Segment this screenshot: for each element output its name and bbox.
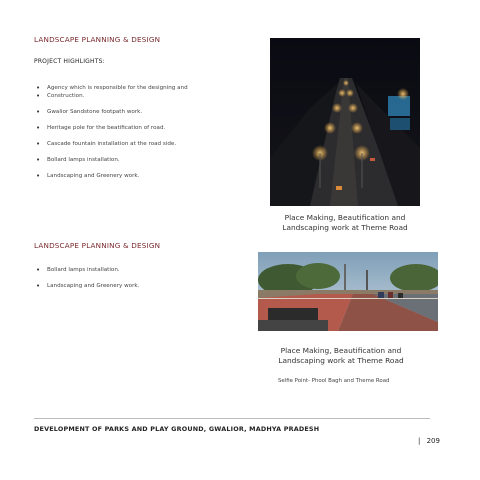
caption-line: Place Making, Beautification and [284,213,406,222]
section-title: LANDSCAPE PLANNING & DESIGN [34,35,161,44]
footer-divider [34,418,430,419]
highlights-list [34,84,234,180]
page-number [418,437,440,445]
night-road-photo [270,38,420,206]
page-separator: | [418,437,421,445]
project-highlights-heading: PROJECT HIGHLIGHTS: [34,58,105,65]
photo1-caption [270,213,420,233]
footer-title: DEVELOPMENT OF PARKS AND PLAY GROUND, GWALIOR, MADHYA PRADESH [34,425,320,433]
features-list [34,266,234,290]
list-item: • Landscaping and Greenery work. [34,172,234,180]
list-item: • Cascade fountain installation at the road side. [34,140,234,148]
caption-line: Place Making, Beautification and [280,346,402,355]
list-item: • Gwalior Sandstone footpath work. [34,108,234,116]
list-item: • Agency which is responsible for the designing and [34,84,234,92]
caption-line: Landscaping work at Theme Road [282,223,408,232]
photo2-caption [266,346,416,366]
list-item: • Bollard lamps installation. [34,266,234,274]
list-item: • Landscaping and Greenery work. [34,282,234,290]
section-title: LANDSCAPE PLANNING & DESIGN [34,241,161,250]
page-number-value: 209 [426,437,440,445]
day-road-photo [258,252,438,331]
list-item: • Heritage pole for the beatification of road. [34,124,234,132]
list-item: • Bollard lamps installation. [34,156,234,164]
selfie-point-caption: Selfie Point- Phool Bagh and Theme Road [278,378,390,384]
caption-line: Landscaping work at Theme Road [278,356,404,365]
list-item-continuation: • Construction. [34,92,234,100]
